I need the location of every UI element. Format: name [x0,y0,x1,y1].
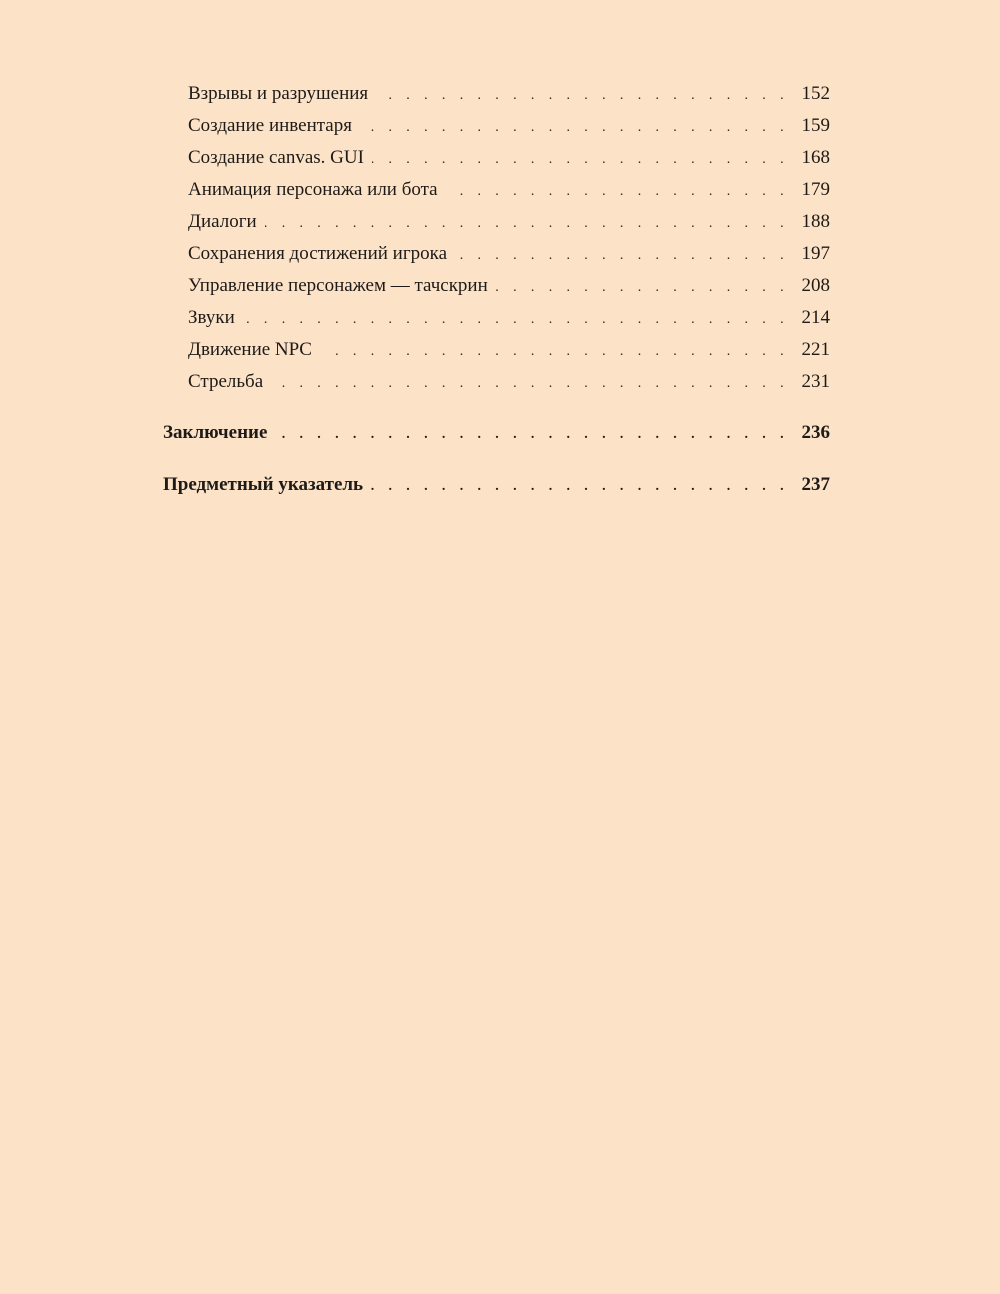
toc-entry-page: 221 [801,339,830,360]
toc-entry-title: Стрельба [188,371,264,392]
toc-entry[interactable] [163,142,830,174]
toc-entry-page: 197 [801,243,830,264]
toc-entry-title: Звуки [188,307,235,328]
dot-leader [496,272,789,304]
dot-leader [271,368,789,400]
dot-leader [455,240,789,272]
toc-entry[interactable] [163,174,830,206]
toc-entry-page: 231 [801,371,830,392]
toc-entry-title: Создание canvas. GUI [188,147,364,168]
dot-leader [320,336,789,368]
toc-entry-title: Сохранения достижений игрока [188,243,448,264]
dot-leader [360,112,789,144]
toc-entry[interactable] [163,206,830,238]
toc-entry-title: Предметный указатель [163,474,364,495]
toc-entry-index[interactable] [163,469,830,501]
toc-entry[interactable] [163,334,830,366]
dot-leader [372,144,789,176]
dot-leader [265,208,789,240]
toc-entry[interactable] [163,270,830,302]
dot-leader [446,176,789,208]
table-of-contents [163,78,830,501]
toc-entry[interactable] [163,238,830,270]
toc-entry-title: Анимация персонажа или бота [188,179,438,200]
dot-leader [275,419,789,451]
toc-entry-title: Движение NPC [188,339,312,360]
dot-leader [376,80,789,112]
toc-entry[interactable] [163,110,830,142]
dot-leader [371,471,789,503]
toc-entry-title: Взрывы и разрушения [188,83,369,104]
toc-entry-page: 214 [801,307,830,328]
toc-entry-page: 236 [801,422,830,443]
toc-entry-page: 152 [801,83,830,104]
toc-entry-page: 179 [801,179,830,200]
toc-entry-page: 159 [801,115,830,136]
toc-entry-page: 188 [801,211,830,232]
toc-entry[interactable] [163,78,830,110]
toc-entry-page: 168 [801,147,830,168]
toc-entry-title: Создание инвентаря [188,115,352,136]
dot-leader [243,304,789,336]
toc-entry-title: Управление персонажем — тачскрин [188,275,488,296]
toc-entry-title: Диалоги [188,211,257,232]
toc-entry[interactable] [163,302,830,334]
toc-entry-page: 237 [801,474,830,495]
toc-entry-conclusion[interactable] [163,417,830,449]
toc-entry-title: Заключение [163,422,268,443]
toc-entry[interactable] [163,366,830,398]
toc-entry-page: 208 [801,275,830,296]
